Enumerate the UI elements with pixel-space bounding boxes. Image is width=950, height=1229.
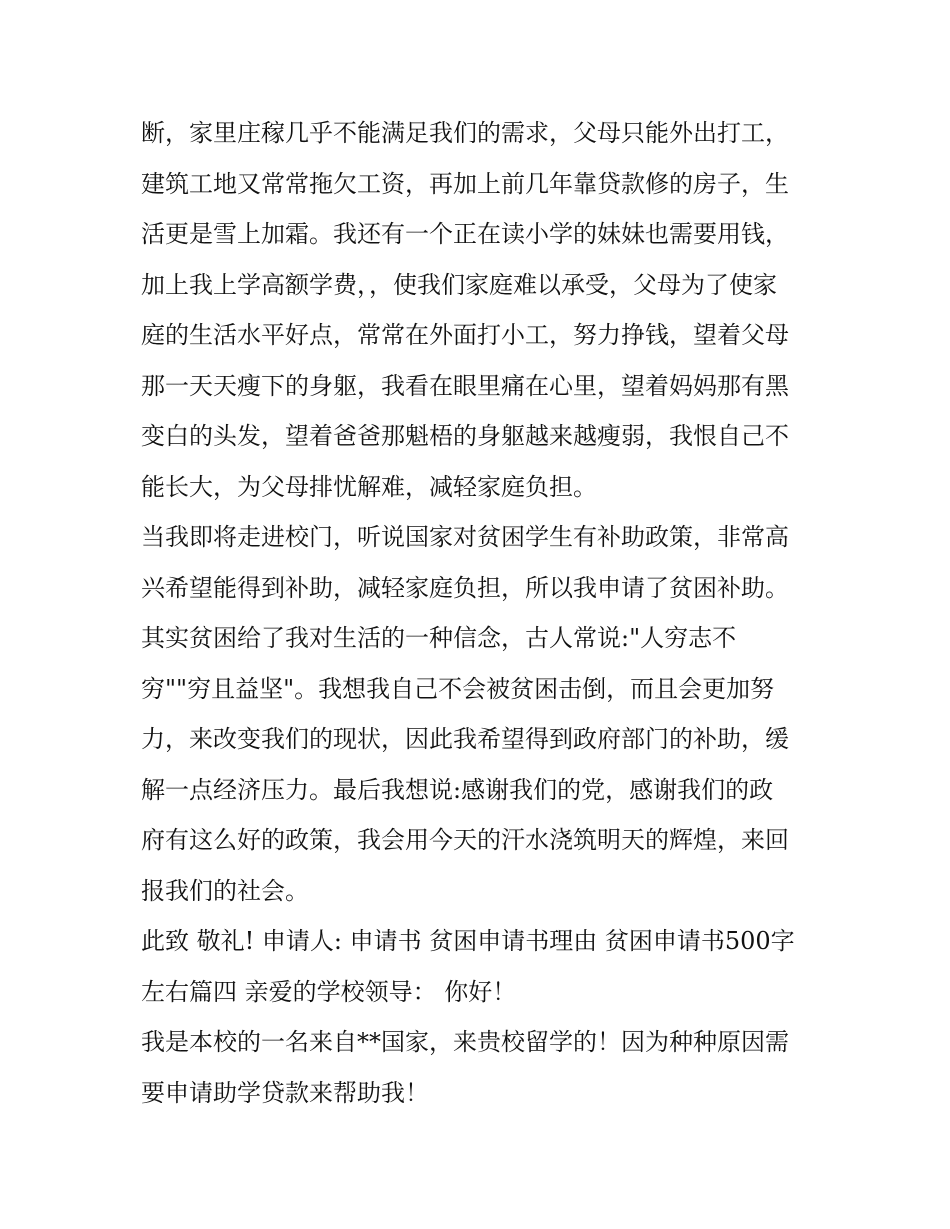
text-line: 兴希望能得到补助，减轻家庭负担，所以我申请了贫困补助。: [141, 573, 789, 602]
text-line: 建筑工地又常常拖欠工资，再加上前几年靠贷款修的房子，生: [141, 169, 789, 198]
text-line: 要申请助学贷款来帮助我！: [141, 1078, 429, 1107]
text-line: 穷""穷且益坚"。我想我自己不会被贫困击倒，而且会更加努: [141, 674, 775, 703]
text-line: 其实贫困给了我对生活的一种信念，古人常说:"人穷志不: [141, 624, 737, 652]
text-line: 能长大，为父母排忧解难，减轻家庭负担。: [141, 472, 597, 501]
text-line: 府有这么好的政策，我会用今天的汗水浇筑明天的辉煌，来回: [141, 826, 789, 854]
text-line: 活更是雪上加霜。我还有一个正在读小学的妹妹也需要用钱，: [141, 220, 789, 248]
text-line: 那一天天瘦下的身躯，我看在眼里痛在心里，望着妈妈那有黑: [141, 371, 789, 400]
text-line: 断，家里庄稼几乎不能满足我们的需求，父母只能外出打工，: [141, 119, 789, 147]
text-line: 此致 敬礼! 申请人: 申请书 贫困申请书理由 贫困申请书500字: [141, 927, 795, 955]
text-line: 我是本校的一名来自**国家，来贵校留学的！因为种种原因需: [141, 1028, 789, 1056]
text-line: 庭的生活水平好点，常常在外面打小工，努力挣钱，望着父母: [141, 321, 789, 349]
text-line: 力，来改变我们的现状，因此我希望得到政府部门的补助，缓: [141, 725, 789, 753]
text-line: 报我们的社会。: [141, 876, 309, 905]
text-line: 左右篇四 亲爱的学校领导： 你好！: [141, 977, 517, 1006]
text-line: 解一点经济压力。最后我想说:感谢我们的党，感谢我们的政: [141, 775, 774, 804]
document-body: [141, 108, 821, 1118]
text-line: 变白的头发，望着爸爸那魁梧的身躯越来越瘦弱，我恨自己不: [141, 422, 789, 450]
text-line: 加上我上学高额学费，，使我们家庭难以承受，父母为了使家: [141, 270, 777, 299]
text-line: 当我即将走进校门，听说国家对贫困学生有补助政策，非常高: [141, 523, 789, 551]
